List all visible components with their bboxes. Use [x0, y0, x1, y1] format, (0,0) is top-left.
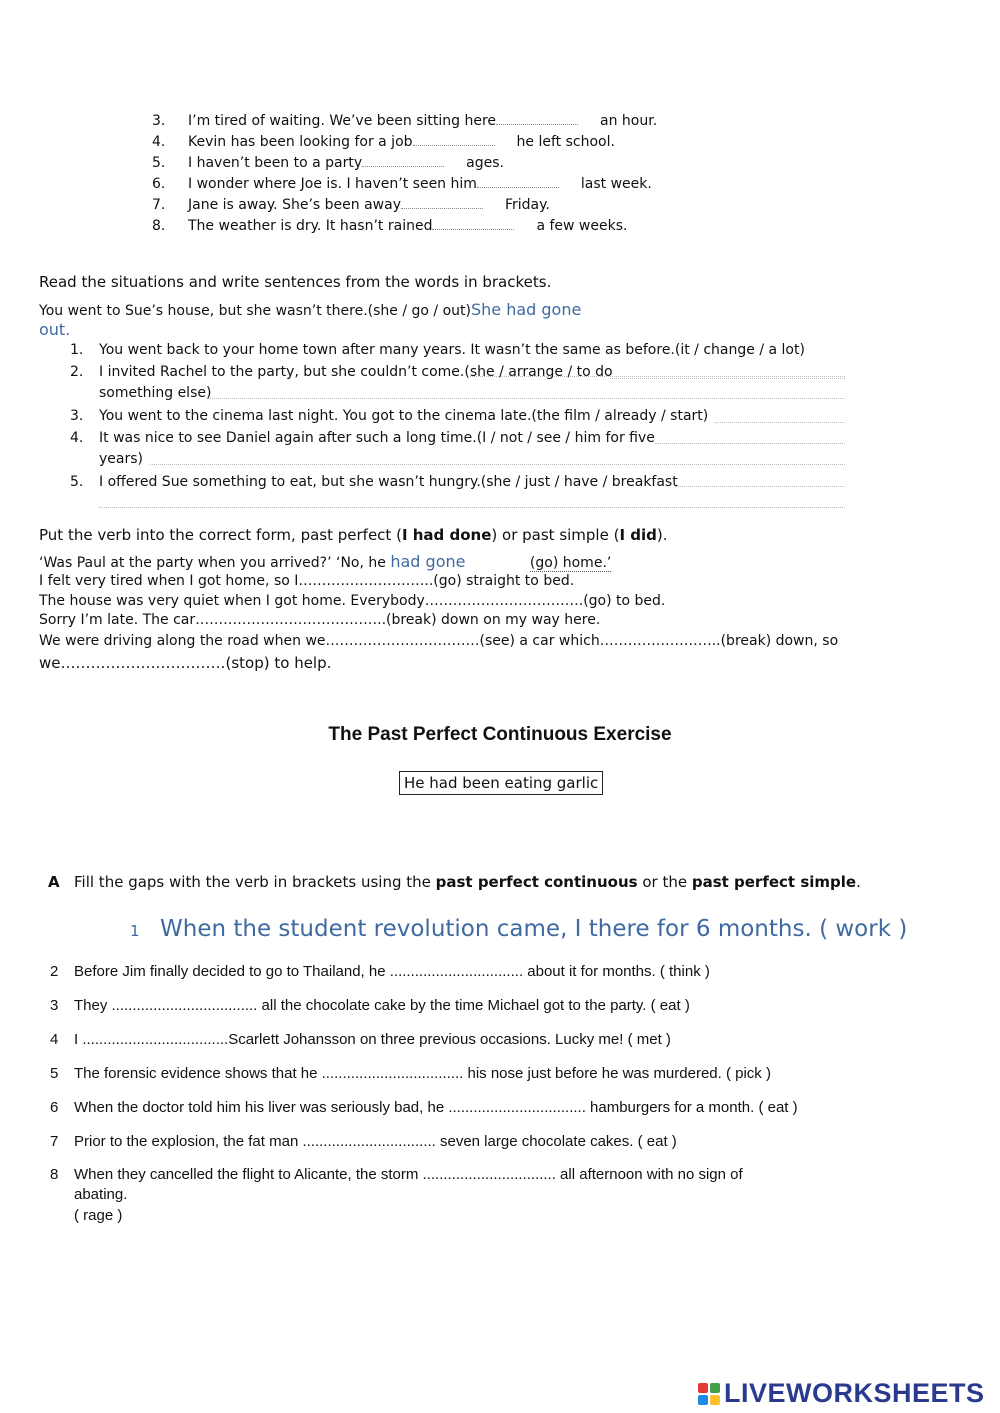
situation-item: 5. I offered Sue something to eat, but she wasn’t hungry.(she / just / have / breakfast	[70, 474, 678, 490]
answer-line[interactable]	[655, 443, 845, 444]
question: 2 Before Jim finally decided to go to Thailand, he ................................ about it for months. ( think )	[50, 963, 710, 980]
example-answer-continued: out.	[39, 320, 71, 339]
liveworksheets-logo[interactable]	[698, 1378, 985, 1409]
question: 3 They ................................... all the chocolate cake by the time Michael got to the party. ( eat )	[50, 997, 690, 1014]
page-title: The Past Perfect Continuous Exercise	[328, 724, 672, 745]
answer-blank[interactable]	[477, 175, 559, 188]
situation-item: 3. You went to the cinema last night. You got to the cinema late.(the film / already / start)	[70, 408, 709, 424]
answer-line[interactable]	[675, 486, 845, 487]
answer-line[interactable]	[610, 378, 845, 379]
answer-line[interactable]	[99, 507, 845, 508]
exercise-a-instruction: A Fill the gaps with the verb in brackets using the past perfect continuous or the past perfect simple.	[48, 873, 861, 891]
verb-answer: had gone	[390, 552, 466, 571]
answer-blank[interactable]	[432, 217, 514, 230]
answer-line[interactable]	[715, 422, 845, 423]
question: 5 The forensic evidence shows that he .................................. his nose just before he was murdered. ( pick )	[50, 1065, 771, 1082]
answer-blank[interactable]	[401, 196, 483, 209]
example-answer: She had gone	[470, 300, 582, 319]
answer-blank[interactable]	[362, 154, 444, 167]
verb-line: we……………………………(stop) to help.	[39, 654, 332, 672]
logo-icon	[698, 1383, 720, 1405]
answer-line[interactable]	[150, 464, 845, 465]
logo-text: LIVEWORKSHEETS	[724, 1378, 985, 1408]
answer-blank[interactable]	[413, 133, 495, 146]
situation-item: 1. You went back to your home town after many years. It wasn’t the same as before.(it / change / a lot)	[70, 342, 805, 358]
question-continued: ( rage )	[74, 1207, 123, 1224]
situation-item-continued: something else)	[99, 385, 212, 401]
list-item: 6. I wonder where Joe is. I haven’t seen him last week.	[152, 176, 652, 192]
verb-line: ‘Was Paul at the party when you arrived?’ ‘No, he had gone (go) home.’	[39, 552, 612, 571]
situation-item: 2. I invited Rachel to the party, but she couldn’t come.(she / arrange / to do	[70, 364, 613, 380]
question-continued: abating.	[74, 1186, 128, 1203]
list-item: 7. Jane is away. She’s been away Friday.	[152, 197, 550, 213]
question-1: 1 When the student revolution came, I there for 6 months. ( work )	[130, 916, 908, 942]
answer-box[interactable]: He had been eating garlic	[399, 771, 603, 795]
verb-line: The house was very quiet when I got home. Everybody…………………………….(go) to bed.	[39, 593, 666, 609]
answer-blank[interactable]	[496, 112, 578, 125]
situation-item-continued: years)	[99, 451, 143, 467]
verb-line: I felt very tired when I got home, so I………………………..(go) straight to bed.	[39, 573, 575, 589]
list-item: 4. Kevin has been looking for a job he left school.	[152, 134, 615, 150]
verb-line: We were driving along the road when we……………………………(see) a car which……………………..(break) down, so	[39, 633, 839, 649]
question: 8 When they cancelled the flight to Alicante, the storm ................................ all afternoon with no sign of	[50, 1166, 743, 1183]
question: 4 I ...................................Scarlett Johansson on three previous occasions. Lucky me! ( met )	[50, 1031, 671, 1048]
answer-line[interactable]	[210, 398, 845, 399]
list-item: 8. The weather is dry. It hasn’t rained a few weeks.	[152, 218, 628, 234]
situations-example: You went to Sue’s house, but she wasn’t there.(she / go / out)She had gone	[39, 300, 582, 319]
question: 6 When the doctor told him his liver was seriously bad, he ................................. hamburgers for a month. ( eat )	[50, 1099, 798, 1116]
question: 7 Prior to the explosion, the fat man ................................ seven large chocolate cakes. ( eat )	[50, 1133, 677, 1150]
situations-instruction: Read the situations and write sentences from the words in brackets.	[39, 273, 552, 291]
list-item: 3. I’m tired of waiting. We’ve been sitting here an hour.	[152, 113, 658, 129]
verb-line: Sorry I’m late. The car…………………………………..(break) down on my way here.	[39, 612, 601, 628]
verb-instruction: Put the verb into the correct form, past perfect (I had done) or past simple (I did).	[39, 526, 668, 544]
situation-item: 4. It was nice to see Daniel again after such a long time.(I / not / see / him for five	[70, 430, 655, 446]
list-item: 5. I haven’t been to a party ages.	[152, 155, 504, 171]
